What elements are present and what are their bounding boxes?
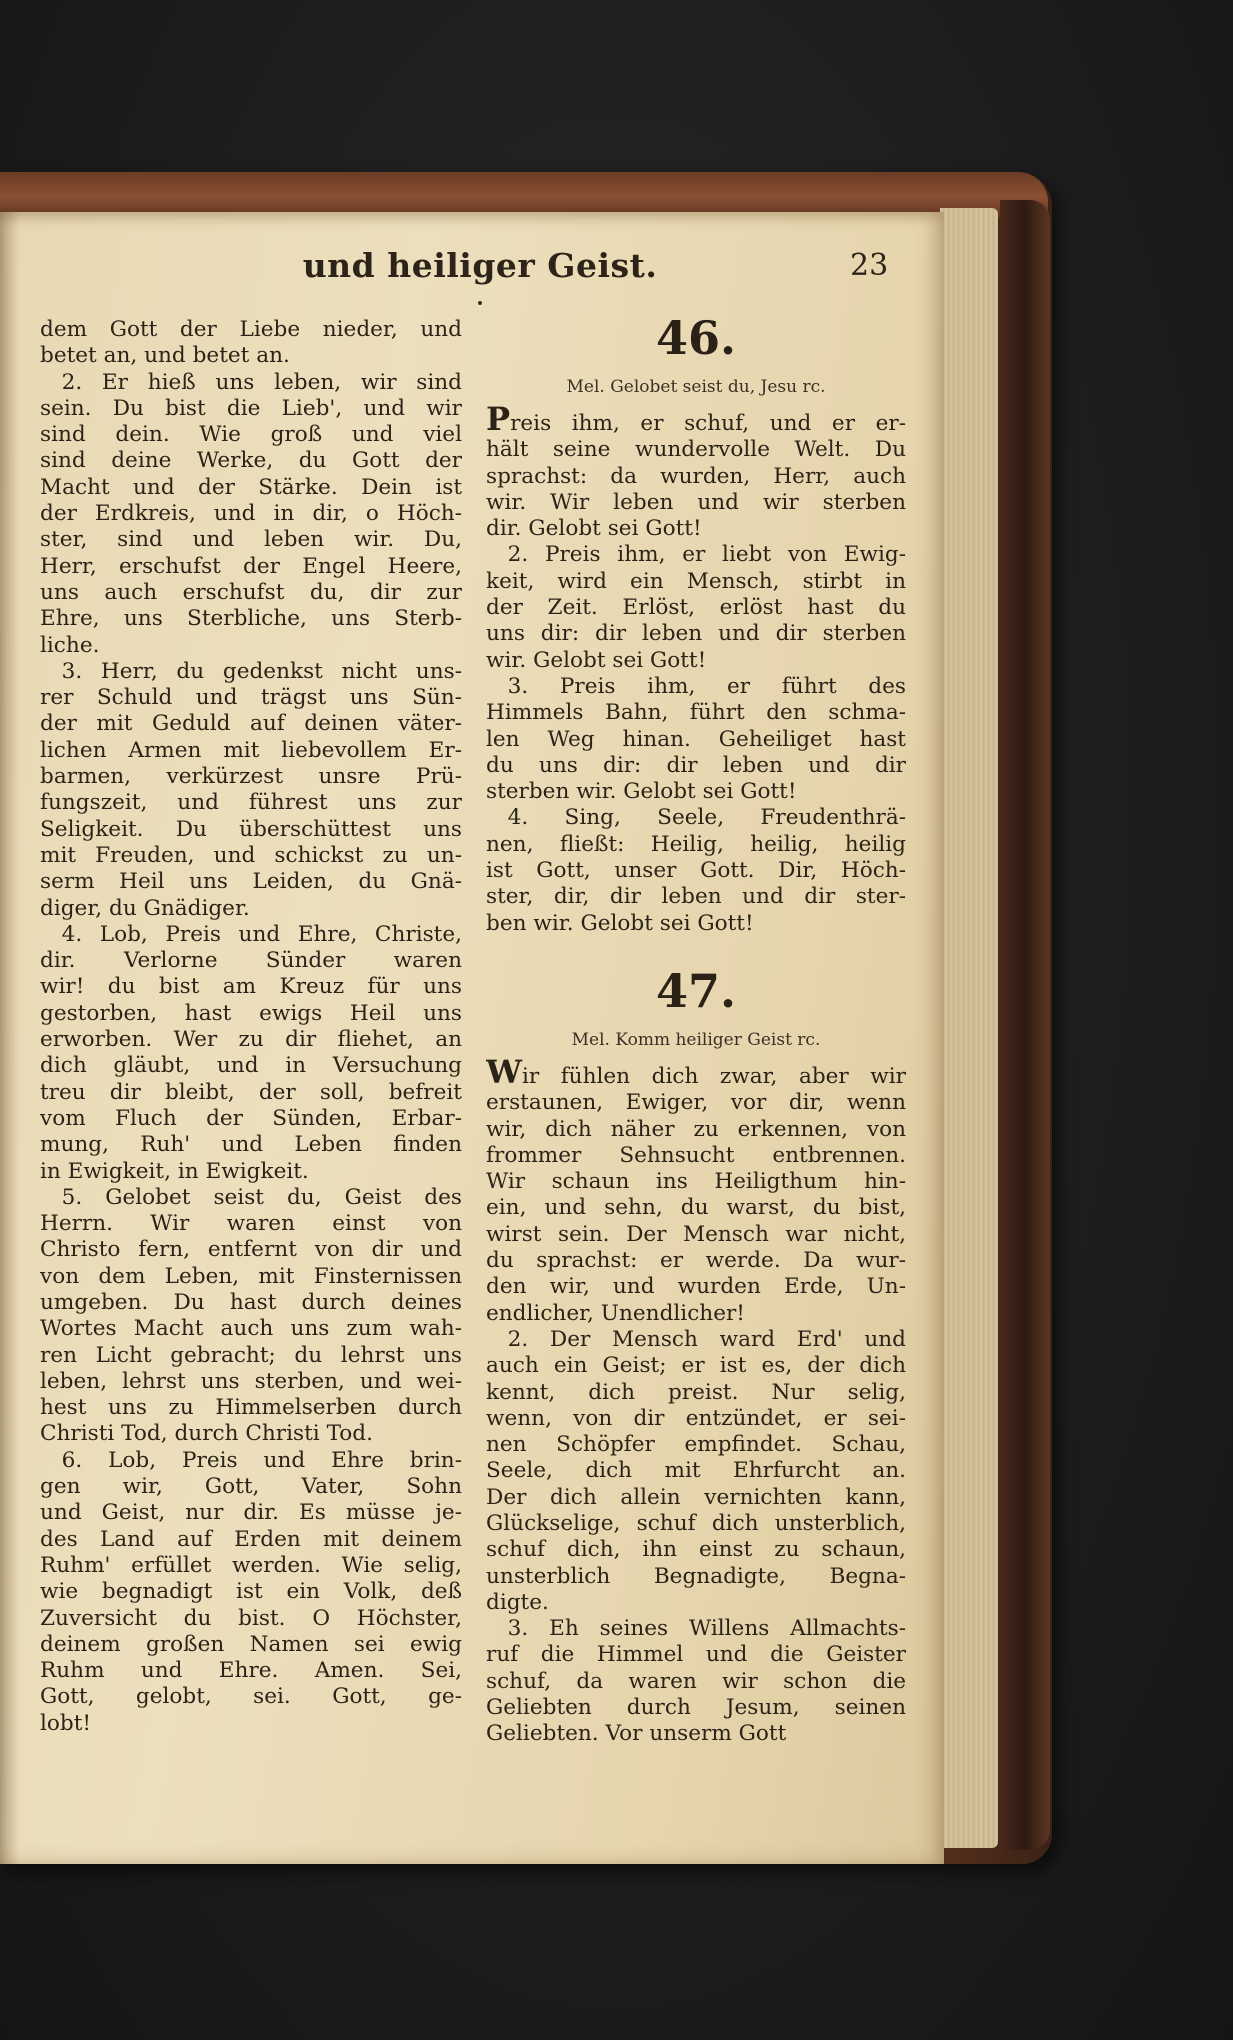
hymn-47-line: 3. Eh seines Willens Allmachts- [486, 1616, 906, 1642]
left-column-line: und Geist, nur dir. Es müsse je- [40, 1500, 462, 1526]
hymn-46-drop-cap: P [486, 406, 511, 438]
hymn-47-line: schuf dich, ihn einst zu schaun, [486, 1537, 906, 1563]
left-column-line: sein. Du bist die Lieb', und wir [40, 395, 462, 421]
hymn-46-line: der Zeit. Erlöst, erlöst hast du [486, 595, 906, 621]
left-column-line: in Ewigkeit, in Ewigkeit. [40, 1158, 309, 1184]
left-column-line: leben, lehrst uns sterben, und wei- [40, 1368, 462, 1394]
left-column-line: betet an, und betet an. [40, 343, 290, 369]
page-block-edge [940, 208, 998, 1848]
left-column-line: wie begnadigt ist ein Volk, deß [40, 1579, 462, 1605]
hymn-47-line: ein, und sehn, du warst, du bist, [486, 1195, 906, 1221]
left-column-line: rer Schuld und trägst uns Sün- [40, 685, 462, 711]
hymn-46-line: Preis ihm, er schuf, und er er- [486, 406, 906, 437]
left-column-line: 5. Gelobet seist du, Geist des [40, 1184, 462, 1210]
left-column-line: Zuversicht du bist. O Höchster, [40, 1605, 462, 1631]
hymn-47-text [486, 1059, 906, 1748]
hymn-46-line: sterben wir. Gelobt sei Gott! [486, 779, 797, 805]
hymn-47-drop-cap: W [486, 1058, 522, 1091]
hymn-47-line: erstaunen, Ewiger, vor dir, wenn [486, 1090, 906, 1116]
hymn-47-line: Der dich allein vernichten kann, [486, 1484, 906, 1510]
hymn-47-line: digte. [486, 1589, 549, 1615]
hymn-47-melody: Mel. Komm heiliger Geist rc. [571, 1029, 821, 1050]
hymn-47-line: endlicher, Unendlicher! [486, 1300, 745, 1326]
hymn-46-line: wir. Wir leben und wir sterben [486, 489, 906, 515]
hymn-46-line: du uns dir: dir leben und dir [486, 752, 906, 778]
left-column-line: deinem großen Namen sei ewig [40, 1631, 462, 1657]
left-column-line: lobt! [40, 1710, 92, 1736]
right-column [486, 310, 906, 1748]
hymn-47-line: 2. Der Mensch ward Erd' und [486, 1326, 906, 1352]
hymn-47-line: Geliebten. Vor unserm Gott [486, 1721, 787, 1747]
hymn-46-line: ster, dir, dir leben und dir ster- [486, 884, 906, 910]
left-column-line: erworben. Wer zu dir fliehet, an [40, 1027, 462, 1053]
left-column-line: barmen, verkürzest unsre Prü- [40, 764, 462, 790]
hymn-47-line: unsterblich Begnadigte, Begna- [486, 1563, 906, 1589]
hymn-47-line: wirst sein. Der Mensch war nicht, [486, 1221, 906, 1247]
left-column-line: Christi Tod, durch Christi Tod. [40, 1421, 373, 1447]
hymn-46-line: len Weg hinan. Geheiliget hast [486, 726, 906, 752]
left-column-line: Wortes Macht auch uns zum wah- [40, 1316, 462, 1342]
hymn-47-line: wenn, von dir entzündet, er sei- [486, 1405, 906, 1431]
left-column-line: Herr, erschufst der Engel Heere, [40, 553, 462, 579]
page-number: 23 [850, 248, 889, 283]
book-back-cover-edge [1000, 200, 1050, 1850]
left-column-line: Ehre, uns Sterbliche, uns Sterb- [40, 606, 462, 632]
left-column-line: Christo fern, entfernt von dir und [40, 1237, 462, 1263]
left-column-line: ster, sind und leben wir. Du, [40, 527, 462, 553]
left-column-line: sind deine Werke, du Gott der [40, 448, 462, 474]
left-column-line: gestorben, hast ewigs Heil uns [40, 1000, 462, 1026]
hymn-47-line: Seele, dich mit Ehrfurcht an. [486, 1458, 906, 1484]
left-column-line: des Land auf Erden mit deinem [40, 1526, 462, 1552]
left-column-line: treu dir bleibt, der soll, befreit [40, 1079, 462, 1105]
left-column-line: Macht und der Stärke. Dein ist [40, 474, 462, 500]
left-column-line: dem Gott der Liebe nieder, und [40, 317, 462, 342]
hymn-46-line: 4. Sing, Seele, Freudenthrä- [486, 805, 906, 831]
hymn-47-line: kennt, dich preist. Nur selig, [486, 1379, 906, 1405]
hymn-46-line: ist Gott, unser Gott. Dir, Höch- [486, 858, 906, 884]
left-column-line: umgeben. Du hast durch deines [40, 1289, 462, 1315]
ornament-dot [478, 301, 482, 305]
hymn-number-46: 46. [655, 311, 737, 365]
hymn-46-line: nen, fließt: Heilig, heilig, heilig [486, 831, 906, 857]
hymn-number-47: 47. [655, 963, 737, 1018]
page-gutter-shadow [0, 212, 20, 1864]
hymn-46-text [486, 406, 906, 937]
left-column-line: Gott, gelobt, sei. Gott, ge- [40, 1684, 462, 1710]
left-column-line: diger, du Gnädiger. [40, 895, 250, 921]
left-column-line: der Erdkreis, und in dir, o Höch- [40, 501, 462, 527]
left-column-line: lichen Armen mit liebevollem Er- [40, 737, 462, 763]
running-title: und heiliger Geist. [302, 246, 658, 285]
left-column-line: der mit Geduld auf deinen väter- [40, 711, 462, 737]
hymn-47-line: Geliebten durch Jesum, seinen [486, 1695, 906, 1721]
hymn-47-line: Wir schaun ins Heiligthum hin- [486, 1169, 906, 1195]
left-column-line: 4. Lob, Preis und Ehre, Christe, [40, 921, 462, 947]
left-column-line: hest uns zu Himmelserben durch [40, 1395, 462, 1421]
hymn-46-line: dir. Gelobt sei Gott! [486, 516, 702, 542]
left-column-line: 6. Lob, Preis und Ehre brin- [40, 1447, 462, 1473]
hymn-47-line: Wir fühlen dich zwar, aber wir [486, 1059, 906, 1090]
left-column-line: gen wir, Gott, Vater, Sohn [40, 1474, 462, 1500]
left-column-line: Ruhm' erfüllet werden. Wie selig, [40, 1552, 462, 1578]
hymn-46-line: wir. Gelobt sei Gott! [486, 647, 707, 673]
hymn-47-line: auch ein Geist; er ist es, der dich [486, 1353, 906, 1379]
left-column-line: 2. Er hieß uns leben, wir sind [40, 369, 462, 395]
left-column-line: von dem Leben, mit Finsternissen [40, 1263, 462, 1289]
hymn-47-line: schuf, da waren wir schon die [486, 1668, 906, 1694]
hymn-47-line: wir, dich näher zu erkennen, von [486, 1116, 906, 1142]
left-column-line: 3. Herr, du gedenkst nicht uns- [40, 658, 462, 684]
left-column-line: wir! du bist am Kreuz für uns [40, 974, 462, 1000]
hymn-46-line: uns dir: dir leben und dir sterben [486, 621, 906, 647]
left-column-line: dich gläubt, und in Versuchung [40, 1053, 462, 1079]
hymn-46-line: keit, wird ein Mensch, stirbt in [486, 568, 906, 594]
hymn-47-line: ruf die Himmel und die Geister [486, 1642, 906, 1668]
hymn-46-line: Himmels Bahn, führt den schma- [486, 700, 906, 726]
hymn-47-line: du sprachst: er werde. Da wur- [486, 1248, 906, 1274]
left-column-line: mit Freuden, und schickst zu un- [40, 842, 462, 868]
hymn-46-line: hält seine wundervolle Welt. Du [486, 437, 906, 463]
left-column-line: ren Licht gebracht; du lehrst uns [40, 1342, 462, 1368]
hymn-47-line: nen Schöpfer empfindet. Schau, [486, 1432, 906, 1458]
left-column-line: uns auch erschufst du, dir zur [40, 579, 462, 605]
hymn-46-line: sprachst: da wurden, Herr, auch [486, 463, 906, 489]
hymn-46-melody: Mel. Gelobet seist du, Jesu rc. [566, 377, 826, 397]
left-column [40, 317, 462, 1737]
hymn-47-line: frommer Sehnsucht entbrennen. [486, 1142, 906, 1168]
hymn-46-line: ben wir. Gelobt sei Gott! [486, 910, 754, 936]
left-column-line: dir. Verlorne Sünder waren [40, 948, 462, 974]
left-column-line: Ruhm und Ehre. Amen. Sei, [40, 1658, 462, 1684]
hymn-47-line: den wir, und wurden Erde, Un- [486, 1274, 906, 1300]
left-column-line: liche. [40, 632, 100, 658]
hymn-46-line: 2. Preis ihm, er liebt von Ewig- [486, 542, 906, 568]
left-column-line: fungszeit, und führest uns zur [40, 790, 462, 816]
left-column-line: Seligkeit. Du überschüttest uns [40, 816, 462, 842]
left-column-line: serm Heil uns Leiden, du Gnä- [40, 869, 462, 895]
hymn-46-line: 3. Preis ihm, er führt des [486, 673, 906, 699]
hymn-47-line: Glückselige, schuf dich unsterblich, [486, 1510, 906, 1536]
left-column-line: vom Fluch der Sünden, Erbar- [40, 1105, 462, 1131]
left-column-line: mung, Ruh' und Leben finden [40, 1132, 462, 1158]
left-column-line: Herrn. Wir waren einst von [40, 1211, 462, 1237]
left-column-line: sind dein. Wie groß und viel [40, 422, 462, 448]
